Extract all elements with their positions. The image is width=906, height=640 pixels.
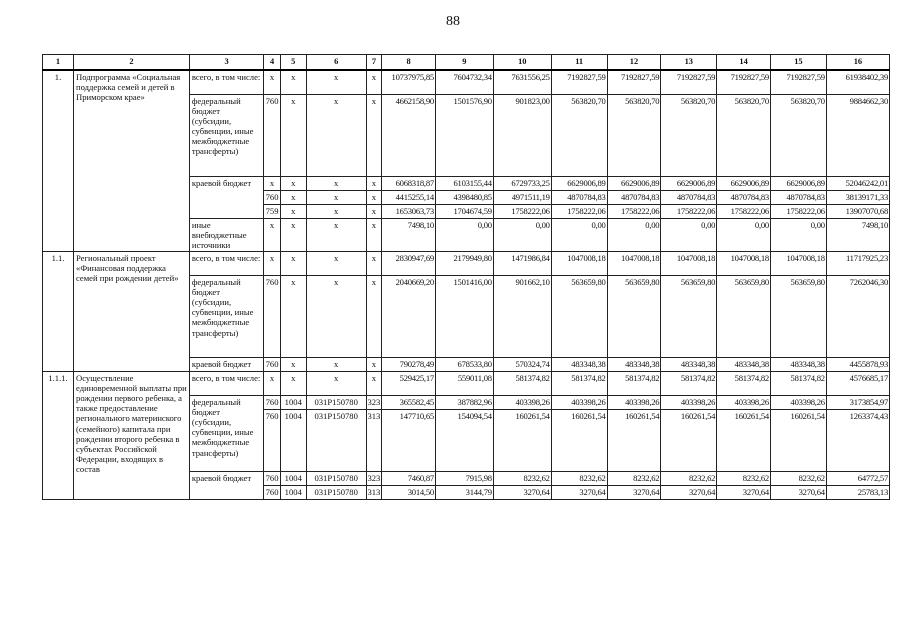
- value-cell: 147710,65: [382, 409, 436, 471]
- value-cell: 3270,64: [551, 485, 607, 499]
- value-cell: 7631556,25: [493, 70, 551, 94]
- value-cell: 581374,82: [551, 371, 607, 395]
- value-cell: 563820,70: [717, 94, 771, 176]
- value-cell: 1758222,06: [770, 204, 826, 218]
- value-cell: 563659,80: [607, 275, 661, 357]
- row-number: 1.1.: [43, 251, 74, 371]
- value-cell: 563659,80: [661, 275, 717, 357]
- value-cell: 403398,26: [607, 395, 661, 409]
- funding-source: всего, в том числе:: [189, 371, 263, 395]
- target-article: х: [306, 275, 366, 357]
- value-cell: 1047008,18: [717, 251, 771, 275]
- value-cell: 403398,26: [661, 395, 717, 409]
- grbs-code: 760: [264, 94, 281, 176]
- expense-type: 323: [366, 395, 382, 409]
- value-cell: 4870784,83: [607, 190, 661, 204]
- value-cell: 7498,10: [826, 218, 889, 251]
- value-cell: 1758222,06: [717, 204, 771, 218]
- value-cell: 563659,80: [770, 275, 826, 357]
- col-header: 10: [493, 55, 551, 71]
- value-cell: 61938402,39: [826, 70, 889, 94]
- value-cell: 563820,70: [551, 94, 607, 176]
- grbs-code: 760: [264, 357, 281, 371]
- value-cell: 581374,82: [770, 371, 826, 395]
- table-row: [43, 70, 890, 94]
- expense-type: х: [366, 251, 382, 275]
- value-cell: 403398,26: [770, 395, 826, 409]
- section-code: х: [280, 357, 306, 371]
- value-cell: 7192827,59: [607, 70, 661, 94]
- value-cell: 1047008,18: [661, 251, 717, 275]
- budget-table: [42, 54, 890, 500]
- value-cell: 6629006,89: [607, 176, 661, 190]
- value-cell: 3173854,97: [826, 395, 889, 409]
- value-cell: 6629006,89: [717, 176, 771, 190]
- expense-type: х: [366, 176, 382, 190]
- value-cell: 1653063,73: [382, 204, 436, 218]
- value-cell: 1758222,06: [661, 204, 717, 218]
- value-cell: 13907070,68: [826, 204, 889, 218]
- funding-source: краевой бюджет: [189, 357, 263, 371]
- value-cell: 7192827,59: [661, 70, 717, 94]
- col-header: 15: [770, 55, 826, 71]
- value-cell: 25783,13: [826, 485, 889, 499]
- value-cell: 403398,26: [551, 395, 607, 409]
- value-cell: 3014,50: [382, 485, 436, 499]
- value-cell: 4662158,90: [382, 94, 436, 176]
- value-cell: 4455878,93: [826, 357, 889, 371]
- funding-source: федеральный бюджет (субсидии, субвенции, иные межбюджетные трансферты): [189, 275, 263, 357]
- col-header: 1: [43, 55, 74, 71]
- grbs-code: 760: [264, 409, 281, 471]
- value-cell: 581374,82: [493, 371, 551, 395]
- value-cell: 483348,38: [770, 357, 826, 371]
- target-article: 031P150780: [306, 485, 366, 499]
- col-header: 11: [551, 55, 607, 71]
- expense-type: х: [366, 204, 382, 218]
- value-cell: 581374,82: [717, 371, 771, 395]
- value-cell: 7460,87: [382, 471, 436, 485]
- funding-source: федеральный бюджет (субсидии, субвенции, иные межбюджетные трансферты): [189, 94, 263, 176]
- expense-type: х: [366, 94, 382, 176]
- value-cell: 901823,00: [493, 94, 551, 176]
- value-cell: 1758222,06: [493, 204, 551, 218]
- value-cell: 160261,54: [770, 409, 826, 471]
- value-cell: 1501576,90: [435, 94, 493, 176]
- value-cell: 4870784,83: [770, 190, 826, 204]
- section-code: х: [280, 218, 306, 251]
- col-header: 9: [435, 55, 493, 71]
- grbs-code: х: [264, 176, 281, 190]
- value-cell: 64772,57: [826, 471, 889, 485]
- section-code: 1004: [280, 485, 306, 499]
- value-cell: 7192827,59: [551, 70, 607, 94]
- value-cell: 2830947,69: [382, 251, 436, 275]
- value-cell: 6103155,44: [435, 176, 493, 190]
- value-cell: 8232,62: [661, 471, 717, 485]
- value-cell: 4398480,85: [435, 190, 493, 204]
- value-cell: 901662,10: [493, 275, 551, 357]
- target-article: х: [306, 357, 366, 371]
- value-cell: 563659,80: [717, 275, 771, 357]
- funding-source: федеральный бюджет (субсидии, субвенции, иные межбюджетные трансферты): [189, 395, 263, 471]
- value-cell: 8232,62: [770, 471, 826, 485]
- value-cell: 1471986,84: [493, 251, 551, 275]
- value-cell: 2179949,80: [435, 251, 493, 275]
- expense-type: 313: [366, 409, 382, 471]
- target-article: 031P150780: [306, 471, 366, 485]
- target-article: х: [306, 218, 366, 251]
- value-cell: 6629006,89: [661, 176, 717, 190]
- section-code: х: [280, 371, 306, 395]
- funding-source: краевой бюджет: [189, 471, 263, 499]
- col-header: 2: [74, 55, 190, 71]
- value-cell: 1047008,18: [551, 251, 607, 275]
- project-name: Региональный проект «Финансовая поддержка семей при рождении детей»: [74, 251, 190, 371]
- value-cell: 7192827,59: [717, 70, 771, 94]
- value-cell: 7915,98: [435, 471, 493, 485]
- expense-type: х: [366, 70, 382, 94]
- col-header: 14: [717, 55, 771, 71]
- value-cell: 563820,70: [607, 94, 661, 176]
- value-cell: 1758222,06: [551, 204, 607, 218]
- value-cell: 483348,38: [717, 357, 771, 371]
- col-header: 13: [661, 55, 717, 71]
- table-row: [43, 251, 890, 275]
- grbs-code: х: [264, 251, 281, 275]
- value-cell: 1047008,18: [770, 251, 826, 275]
- value-cell: 10737975,85: [382, 70, 436, 94]
- value-cell: 1704674,59: [435, 204, 493, 218]
- col-header: 3: [189, 55, 263, 71]
- value-cell: 570324,74: [493, 357, 551, 371]
- value-cell: 529425,17: [382, 371, 436, 395]
- value-cell: 581374,82: [661, 371, 717, 395]
- row-number: 1.: [43, 70, 74, 251]
- value-cell: 3270,64: [607, 485, 661, 499]
- section-code: х: [280, 275, 306, 357]
- value-cell: 581374,82: [607, 371, 661, 395]
- expense-type: х: [366, 371, 382, 395]
- section-code: х: [280, 70, 306, 94]
- grbs-code: 760: [264, 275, 281, 357]
- value-cell: 154094,54: [435, 409, 493, 471]
- value-cell: 563820,70: [661, 94, 717, 176]
- value-cell: 38139171,33: [826, 190, 889, 204]
- value-cell: 7498,10: [382, 218, 436, 251]
- section-code: х: [280, 204, 306, 218]
- value-cell: 3270,64: [661, 485, 717, 499]
- value-cell: 0,00: [493, 218, 551, 251]
- program-name: Подпрограмма «Социальная поддержка семей и детей в Приморском крае»: [74, 70, 190, 251]
- value-cell: 9884662,30: [826, 94, 889, 176]
- section-code: х: [280, 94, 306, 176]
- value-cell: 8232,62: [607, 471, 661, 485]
- value-cell: 0,00: [661, 218, 717, 251]
- funding-source: всего, в том числе:: [189, 70, 263, 94]
- value-cell: 403398,26: [493, 395, 551, 409]
- value-cell: 559011,08: [435, 371, 493, 395]
- value-cell: 4971511,19: [493, 190, 551, 204]
- grbs-code: 760: [264, 190, 281, 204]
- section-code: 1004: [280, 395, 306, 409]
- value-cell: 4870784,83: [551, 190, 607, 204]
- funding-source: краевой бюджет: [189, 176, 263, 218]
- value-cell: 483348,38: [661, 357, 717, 371]
- col-header: 8: [382, 55, 436, 71]
- value-cell: 6068318,87: [382, 176, 436, 190]
- target-article: 031P150780: [306, 395, 366, 409]
- target-article: х: [306, 371, 366, 395]
- table-row: [43, 371, 890, 395]
- target-article: х: [306, 251, 366, 275]
- value-cell: 1501416,00: [435, 275, 493, 357]
- value-cell: 1758222,06: [607, 204, 661, 218]
- col-header: 4: [264, 55, 281, 71]
- value-cell: 160261,54: [493, 409, 551, 471]
- value-cell: 6629006,89: [551, 176, 607, 190]
- target-article: 031P150780: [306, 409, 366, 471]
- value-cell: 7604732,34: [435, 70, 493, 94]
- value-cell: 160261,54: [551, 409, 607, 471]
- page-number: 88: [446, 14, 460, 29]
- value-cell: 790278,49: [382, 357, 436, 371]
- target-article: х: [306, 204, 366, 218]
- value-cell: 483348,38: [551, 357, 607, 371]
- value-cell: 160261,54: [661, 409, 717, 471]
- col-header: 5: [280, 55, 306, 71]
- value-cell: 563820,70: [770, 94, 826, 176]
- value-cell: 1047008,18: [607, 251, 661, 275]
- value-cell: 3270,64: [770, 485, 826, 499]
- grbs-code: х: [264, 371, 281, 395]
- expense-type: 323: [366, 471, 382, 485]
- expense-type: 313: [366, 485, 382, 499]
- value-cell: 1263374,43: [826, 409, 889, 471]
- col-header: 16: [826, 55, 889, 71]
- expense-type: х: [366, 190, 382, 204]
- value-cell: 403398,26: [717, 395, 771, 409]
- value-cell: 4415255,14: [382, 190, 436, 204]
- value-cell: 6729733,25: [493, 176, 551, 190]
- value-cell: 11717925,23: [826, 251, 889, 275]
- value-cell: 7192827,59: [770, 70, 826, 94]
- value-cell: 8232,62: [493, 471, 551, 485]
- value-cell: 4870784,83: [717, 190, 771, 204]
- grbs-code: 760: [264, 485, 281, 499]
- value-cell: 7262046,30: [826, 275, 889, 357]
- funding-source: иные внебюджетные источники: [189, 218, 263, 251]
- expense-type: х: [366, 275, 382, 357]
- funding-source: всего, в том числе:: [189, 251, 263, 275]
- row-number: 1.1.1.: [43, 371, 74, 499]
- value-cell: 4870784,83: [661, 190, 717, 204]
- target-article: х: [306, 94, 366, 176]
- value-cell: 8232,62: [717, 471, 771, 485]
- value-cell: 678533,80: [435, 357, 493, 371]
- value-cell: 0,00: [770, 218, 826, 251]
- target-article: х: [306, 70, 366, 94]
- grbs-code: 760: [264, 395, 281, 409]
- grbs-code: 760: [264, 471, 281, 485]
- activity-name: Осуществление единовременной выплаты при рождении первого ребенка, а также предоставление регионального материнского (семейного) капитала при рождении второго ребенка в субъектах Российской Федерации, входящих в состав: [74, 371, 190, 499]
- value-cell: 6629006,89: [770, 176, 826, 190]
- col-header: 7: [366, 55, 382, 71]
- section-code: х: [280, 190, 306, 204]
- value-cell: 3270,64: [493, 485, 551, 499]
- grbs-code: х: [264, 70, 281, 94]
- target-article: х: [306, 176, 366, 190]
- value-cell: 0,00: [607, 218, 661, 251]
- value-cell: 2040669,20: [382, 275, 436, 357]
- section-code: 1004: [280, 409, 306, 471]
- value-cell: 0,00: [551, 218, 607, 251]
- expense-type: х: [366, 218, 382, 251]
- value-cell: 387882,96: [435, 395, 493, 409]
- grbs-code: х: [264, 218, 281, 251]
- value-cell: 8232,62: [551, 471, 607, 485]
- value-cell: 365582,45: [382, 395, 436, 409]
- value-cell: 483348,38: [607, 357, 661, 371]
- section-code: х: [280, 176, 306, 190]
- value-cell: 563659,80: [551, 275, 607, 357]
- value-cell: 3270,64: [717, 485, 771, 499]
- value-cell: 52046242,01: [826, 176, 889, 190]
- value-cell: 0,00: [435, 218, 493, 251]
- col-header: 12: [607, 55, 661, 71]
- expense-type: х: [366, 357, 382, 371]
- target-article: х: [306, 190, 366, 204]
- value-cell: 160261,54: [607, 409, 661, 471]
- value-cell: 3144,79: [435, 485, 493, 499]
- value-cell: 0,00: [717, 218, 771, 251]
- value-cell: 160261,54: [717, 409, 771, 471]
- section-code: 1004: [280, 471, 306, 485]
- grbs-code: 759: [264, 204, 281, 218]
- col-header: 6: [306, 55, 366, 71]
- section-code: х: [280, 251, 306, 275]
- column-number-row: [43, 55, 890, 71]
- value-cell: 4576685,17: [826, 371, 889, 395]
